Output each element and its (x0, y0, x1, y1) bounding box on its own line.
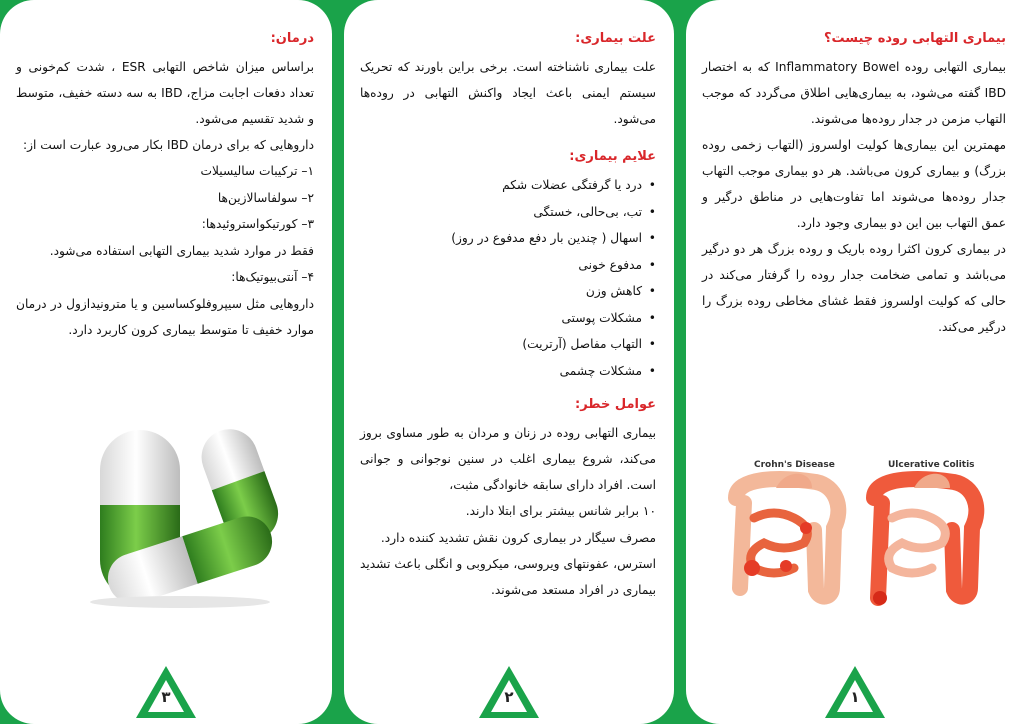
drug-item-3: ۳– کورتیکواستروئیدها: (201, 217, 314, 231)
intro-paragraph-1: بیماری التهابی روده Inflammatory Bowel که به اختصار IBD گفته می‌شود، به بیماری‌هایی اطلاق می‌گردد که موجب التهاب مزمن در جدار روده‌ها می‌شوند. (702, 60, 1006, 126)
cause-text: علت بیماری ناشناخته است. برخی براین باورند که تحریک سیستم ایمنی باعث ایجاد واکنش التهابی در روده‌ها می‌شود. (360, 60, 656, 126)
panel-page-1 (686, 0, 1024, 724)
drug-item-4: ۴– آنتی‌بیوتیک‌ها: (231, 270, 314, 284)
intro-title: بیماری التهابی روده چیست؟ (823, 31, 1006, 46)
page-number-triangle (823, 664, 887, 720)
capsules-image (70, 410, 290, 610)
risk-text: مصرف سیگار در بیماری کرون نقش تشدید کننده دارد. (380, 530, 656, 545)
drug-item-4-note: داروهایی مثل سیپروفلوکساسین و یا مترونیدازول در درمان موارد خفیف تا متوسط بیماری کرون کاربرد دارد. (16, 296, 314, 337)
page-number-triangle (477, 664, 541, 720)
intro-paragraph-2: مهمترین این بیماری‌ها کولیت اولسروز (التهاب زخمی روده بزرگ) و بیماری کرون می‌باشد. هر دو بیماری موجب التهاب جدار روده‌ها می‌شوند اما تفاوت‌هایی در مناطق درگیر و عمق التهاب بین این دو بیماری وجود دارد. (702, 138, 1006, 230)
page-number-triangle (134, 664, 198, 720)
treatment-intro: براساس میزان شاخص التهابی ESR ، شدت کم‌خونی و تعداد دفعات اجابت مزاج، IBD به سه دسته خفیف، متوسط و شدید تقسیم می‌شود. (16, 60, 314, 126)
symptoms-list (360, 172, 656, 384)
risk-title: عوامل خطر: (575, 397, 656, 412)
intestines-image (716, 448, 996, 618)
panel-page-3 (0, 0, 332, 724)
list-item: • مشکلات چشمی (360, 358, 656, 385)
list-item: • مشکلات پوستی (360, 305, 656, 332)
list-item: • اسهال ( چندین بار دفع مدفوع در روز) (360, 225, 656, 252)
symptoms-title: علایم بیماری: (569, 149, 656, 164)
crohn-label: Crohn's Disease (754, 460, 835, 470)
list-item: • تب، بی‌حالی، خستگی (360, 199, 656, 226)
drug-item-1: ۱– ترکیبات سالیسیلات (200, 164, 314, 178)
cause-title: علت بیماری: (575, 31, 656, 46)
page-number: ٣ (161, 688, 171, 706)
list-item: • مدفوع خونی (360, 252, 656, 279)
list-item: • درد یا گرفتگی عضلات شکم (360, 172, 656, 199)
intro-paragraph-3: در بیماری کرون اکثرا روده باریک و روده بزرگ هر دو درگیر می‌باشد و تمامی ضخامت جدار روده را گرفتار می‌کند در حالی که کولیت اولسروز فقط غشای مخاطی روده بزرگ را درگیر می‌کند. (702, 242, 1006, 334)
list-item: • التهاب مفاصل (آرتریت) (360, 331, 656, 358)
colitis-label: Ulcerative Colitis (888, 460, 975, 470)
list-item: • کاهش وزن (360, 278, 656, 305)
page-number: ٢ (504, 688, 514, 706)
page-number: ١ (850, 688, 860, 706)
risk-text: ۱۰ برابر شانس بیشتر برای ابتلا دارند. (465, 504, 656, 518)
drug-item-3-note: فقط در موارد شدید بیماری التهابی استفاده می‌شود. (49, 243, 314, 258)
risk-text: بیماری التهابی روده در زنان و مردان به طور مساوی بروز می‌کند، شروع بیماری اغلب در سنین نوجوانی و جوانی است. افراد دارای سابقه خانوادگی مثبت، (360, 426, 656, 492)
treatment-drugs-intro: داروهایی که برای درمان IBD بکار می‌رود عبارت است از: (23, 138, 314, 152)
risk-text: استرس، عفونتهای ویروسی، میکروبی و انگلی باعث تشدید بیماری در افراد مستعد می‌شوند. (360, 556, 656, 597)
treatment-title: درمان: (270, 31, 314, 46)
panel-page-2 (344, 0, 674, 724)
drug-item-2: ۲– سولفاسالازین‌ها (217, 190, 314, 205)
